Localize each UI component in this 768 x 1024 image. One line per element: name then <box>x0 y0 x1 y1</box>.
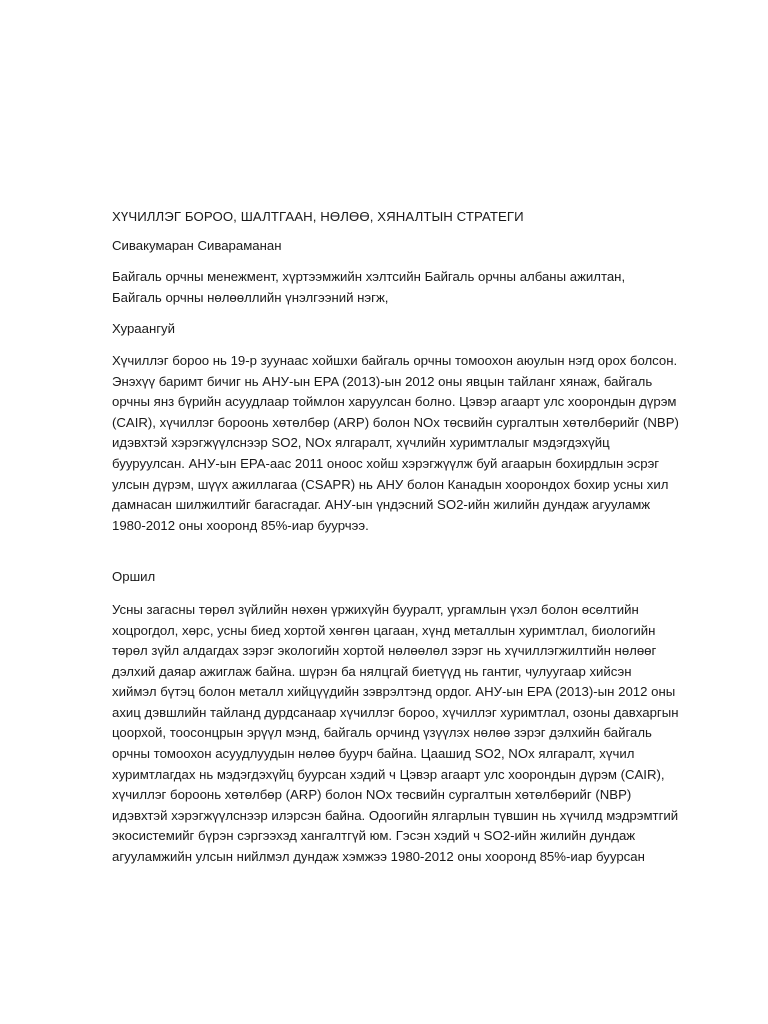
affiliation-line: Байгаль орчны менежмент, хүртээмжийн хэлтсийн Байгаль орчны албаны ажилтан, <box>112 269 626 285</box>
abstract-heading: Хураангуй <box>112 321 176 337</box>
abstract-line: бууруулсан. АНУ-ын EPA-аас 2011 оноос хойш хэрэгжүүлж буй агаарын бохирдлын эсрэг <box>112 455 660 471</box>
introduction-line: цоорхой, тоосонцрын эрүүл мэнд, байгаль орчинд үзүүлэх нөлөө зэрэг дэлхийн байгаль <box>112 725 652 741</box>
introduction-line: агууламжийн улсын нийлмэл дундаж хэмжээ 1980-2012 оны хооронд 85%-иар буурсан <box>112 849 645 865</box>
document-title: ХҮЧИЛЛЭГ БОРОО, ШАЛТГААН, НӨЛӨӨ, ХЯНАЛТЫН СТРАТЕГИ <box>112 209 524 224</box>
abstract-line: улсын дүрэм, шүүх ажиллагаа (CSAPR) нь АНУ болон Канадын хоорондох бохир усны хил <box>112 476 669 492</box>
introduction-paragraph <box>112 600 679 868</box>
abstract-paragraph <box>112 351 679 536</box>
introduction-line: экосистемийг бүрэн сэргээхэд хангалтгүй юм. Гэсэн хэдий ч SO2-ийн жилийн дундаж <box>112 828 636 844</box>
author-name: Сивакумаран Сивараманан <box>112 237 282 253</box>
document-page <box>112 207 679 868</box>
introduction-line: хүчиллэг бороонь хөтөлбөр (ARP) болон NOx төсвийн сургалтын хөтөлбөрийг (NBP) <box>112 787 632 803</box>
introduction-line: хуримтлагдах нь мэдэгдэхүйц буурсан хэдий ч Цэвэр агаарт улс хоорондын дүрэм (CAIR), <box>112 766 665 782</box>
abstract-line: (CAIR), хүчиллэг бороонь хөтөлбөр (ARP) болон NOx төсвийн сургалтын хөтөлбөрийг (NBP) <box>112 414 679 430</box>
introduction-line: ахиц дэвшлийн тайланд дурдсанаар хүчиллэг бороо, хүчиллэг хуримтлал, озоны давхаргын <box>112 704 679 720</box>
affiliation <box>112 267 672 308</box>
abstract-line: дамнасан шилжилтийг багасгадаг. АНУ-ын үндэсний SO2-ийн жилийн дундаж агууламж <box>112 497 651 513</box>
introduction-line: төрөл зүйл алдагдах зэрэг экологийн хортой нөлөөлөл зэрэг нь хүчиллэгжилтийн нөлөөг <box>112 643 657 659</box>
introduction-line: дэлхий даяар ажиглаж байна. шүрэн ба нялцгай биетүүд нь гантиг, чулуугаар хийсэн <box>112 663 632 679</box>
introduction-line: орчны томоохон асуудлуудын нөлөө буурч байна. Цаашид SO2, NOx ялгаралт, хүчил <box>112 746 635 762</box>
introduction-line: хоцрогдол, хөрс, усны биед хортой хөнгөн цагаан, хүнд металлын хуримтлал, биологийн <box>112 622 656 638</box>
abstract-line: Энэхүү баримт бичиг нь АНУ-ын EPA (2013)-ын 2012 оны явцын тайланг хянаж, байгаль <box>112 373 653 389</box>
introduction-line: хиймэл бүтэц болон металл хийцүүдийн зэврэлтэнд ордог. АНУ-ын EPA (2013)-ын 2012 оны <box>112 684 676 700</box>
abstract-line: орчны янз бүрийн асуудлаар тоймлон харуулсан болно. Цэвэр агаарт улс хоорондын дүрэм <box>112 394 677 410</box>
abstract-line: идэвхтэй хэрэгжүүлснээр SO2, NOx ялгаралт, хүчлийн хуримтлалыг мэдэгдэхүйц <box>112 435 610 451</box>
affiliation-line: Байгаль орчны нөлөөллийн үнэлгээний нэгж, <box>112 289 389 305</box>
introduction-line: идэвхтэй хэрэгжүүлснээр илэрсэн байна. Одоогийн ялгарлын түвшин нь хүчилд мэдрэмтгий <box>112 807 679 823</box>
abstract-line: Хүчиллэг бороо нь 19-р зуунаас хойшхи байгаль орчны томоохон аюулын нэгд орох болсон. <box>112 352 678 368</box>
introduction-line: Усны загасны төрөл зүйлийн нөхөн үржихүйн бууралт, ургамлын үхэл болон өсөлтийн <box>112 601 639 617</box>
introduction-heading: Оршил <box>112 569 156 585</box>
abstract-line: 1980-2012 оны хооронд 85%-иар буурчээ. <box>112 517 369 533</box>
